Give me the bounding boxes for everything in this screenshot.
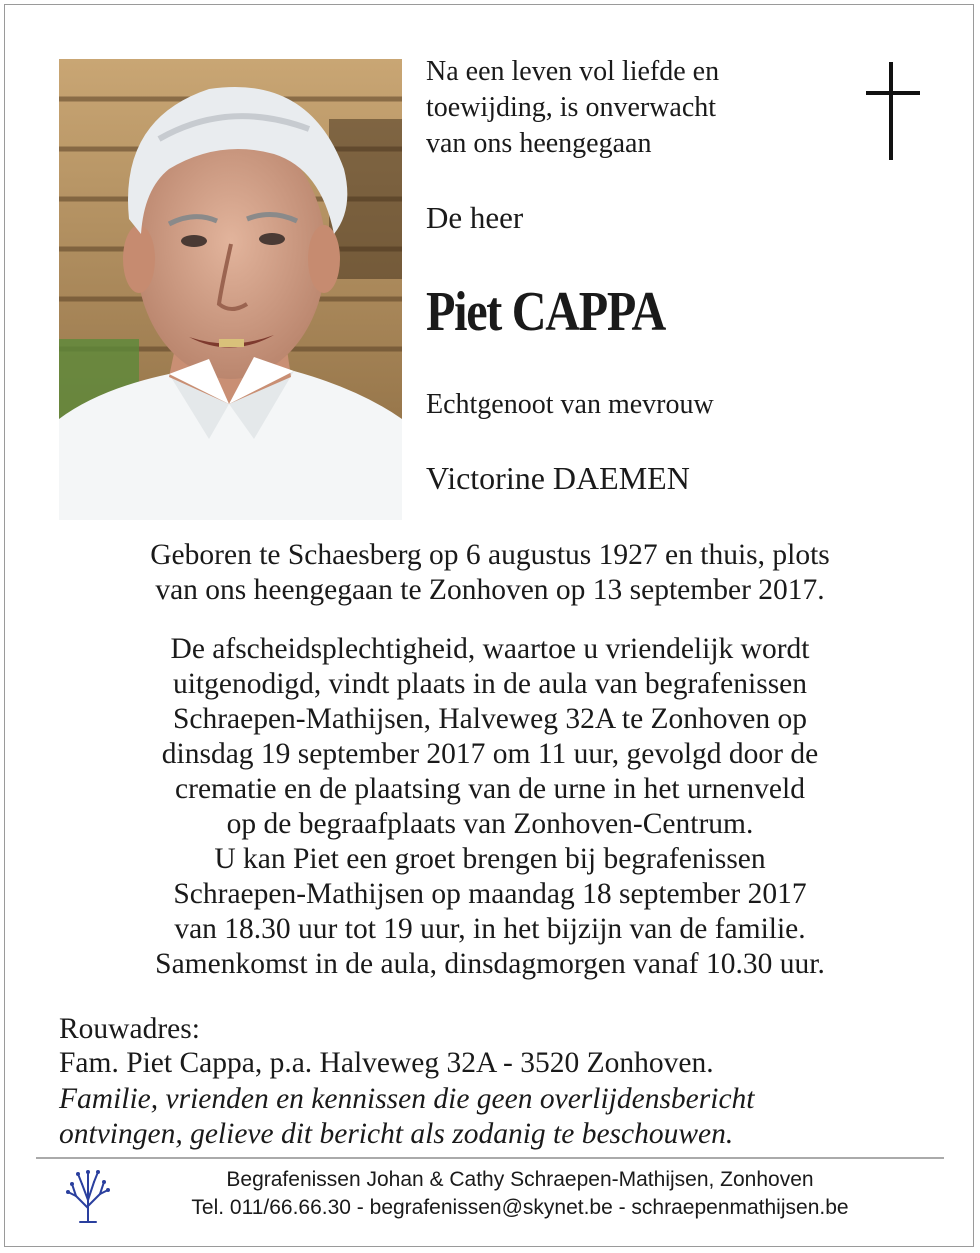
paragraph-line: Schraepen-Mathijsen, Halveweg 32A te Zonhoven op (172, 703, 808, 735)
funeral-home-name: Begrafenissen Johan & Cathy Schraepen-Mathijsen, Zonhoven (226, 1168, 814, 1191)
intro-text (426, 54, 826, 162)
funeral-home-contact: Tel. 011/66.66.30 - begrafenissen@skynet.be - schraepenmathijsen.be (191, 1196, 849, 1219)
paragraph-line: van 18.30 uur tot 19 uur, in het bijzijn van de familie. (174, 913, 806, 945)
tree-logo-icon (62, 1168, 114, 1224)
honorific: De heer (426, 200, 524, 235)
spouse-label: Echtgenoot van mevrouw (426, 389, 714, 420)
paragraph-line: van ons heengegaan te Zonhoven op 13 september 2017. (155, 574, 825, 606)
intro-line: Na een leven vol liefde en (426, 56, 720, 87)
paragraph-line: uitgenodigd, vindt plaats in de aula van begrafenissen (172, 668, 808, 700)
birth-death-paragraph (40, 538, 940, 608)
paragraph-line: op de begraafplaats van Zonhoven-Centrum. (226, 808, 754, 840)
spouse-name: Victorine DAEMEN (426, 460, 690, 496)
paragraph-line: Samenkomst in de aula, dinsdagmorgen vanaf 10.30 uur. (155, 948, 825, 980)
paragraph-line: De afscheidsplechtigheid, waartoe u vriendelijk wordt (170, 633, 810, 665)
paragraph-line: Geboren te Schaesberg op 6 augustus 1927 en thuis, plots (150, 539, 830, 571)
paragraph-line: Schraepen-Mathijsen op maandag 18 september 2017 (173, 878, 807, 910)
paragraph-line: U kan Piet een groet brengen bij begrafenissen (214, 843, 766, 875)
portrait-photo (59, 59, 402, 520)
paragraph-line: crematie en de plaatsing van de urne in het urnenveld (175, 773, 805, 805)
intro-line: van ons heengegaan (426, 128, 652, 159)
notice-line: ontvingen, gelieve dit bericht als zodanig te beschouwen. (59, 1118, 734, 1150)
footer-divider (36, 1157, 944, 1159)
ceremony-paragraph (40, 632, 940, 982)
address: Fam. Piet Cappa, p.a. Halveweg 32A - 3520 Zonhoven. (59, 1047, 714, 1079)
intro-line: toewijding, is onverwacht (426, 92, 717, 123)
address-label: Rouwadres: (59, 1013, 200, 1045)
paragraph-line: dinsdag 19 september 2017 om 11 uur, gevolgd door de (161, 738, 819, 770)
notice-line: Familie, vrienden en kennissen die geen overlijdensbericht (59, 1083, 755, 1115)
deceased-name: Piet CAPPA (426, 281, 665, 343)
cross-icon (862, 62, 922, 160)
